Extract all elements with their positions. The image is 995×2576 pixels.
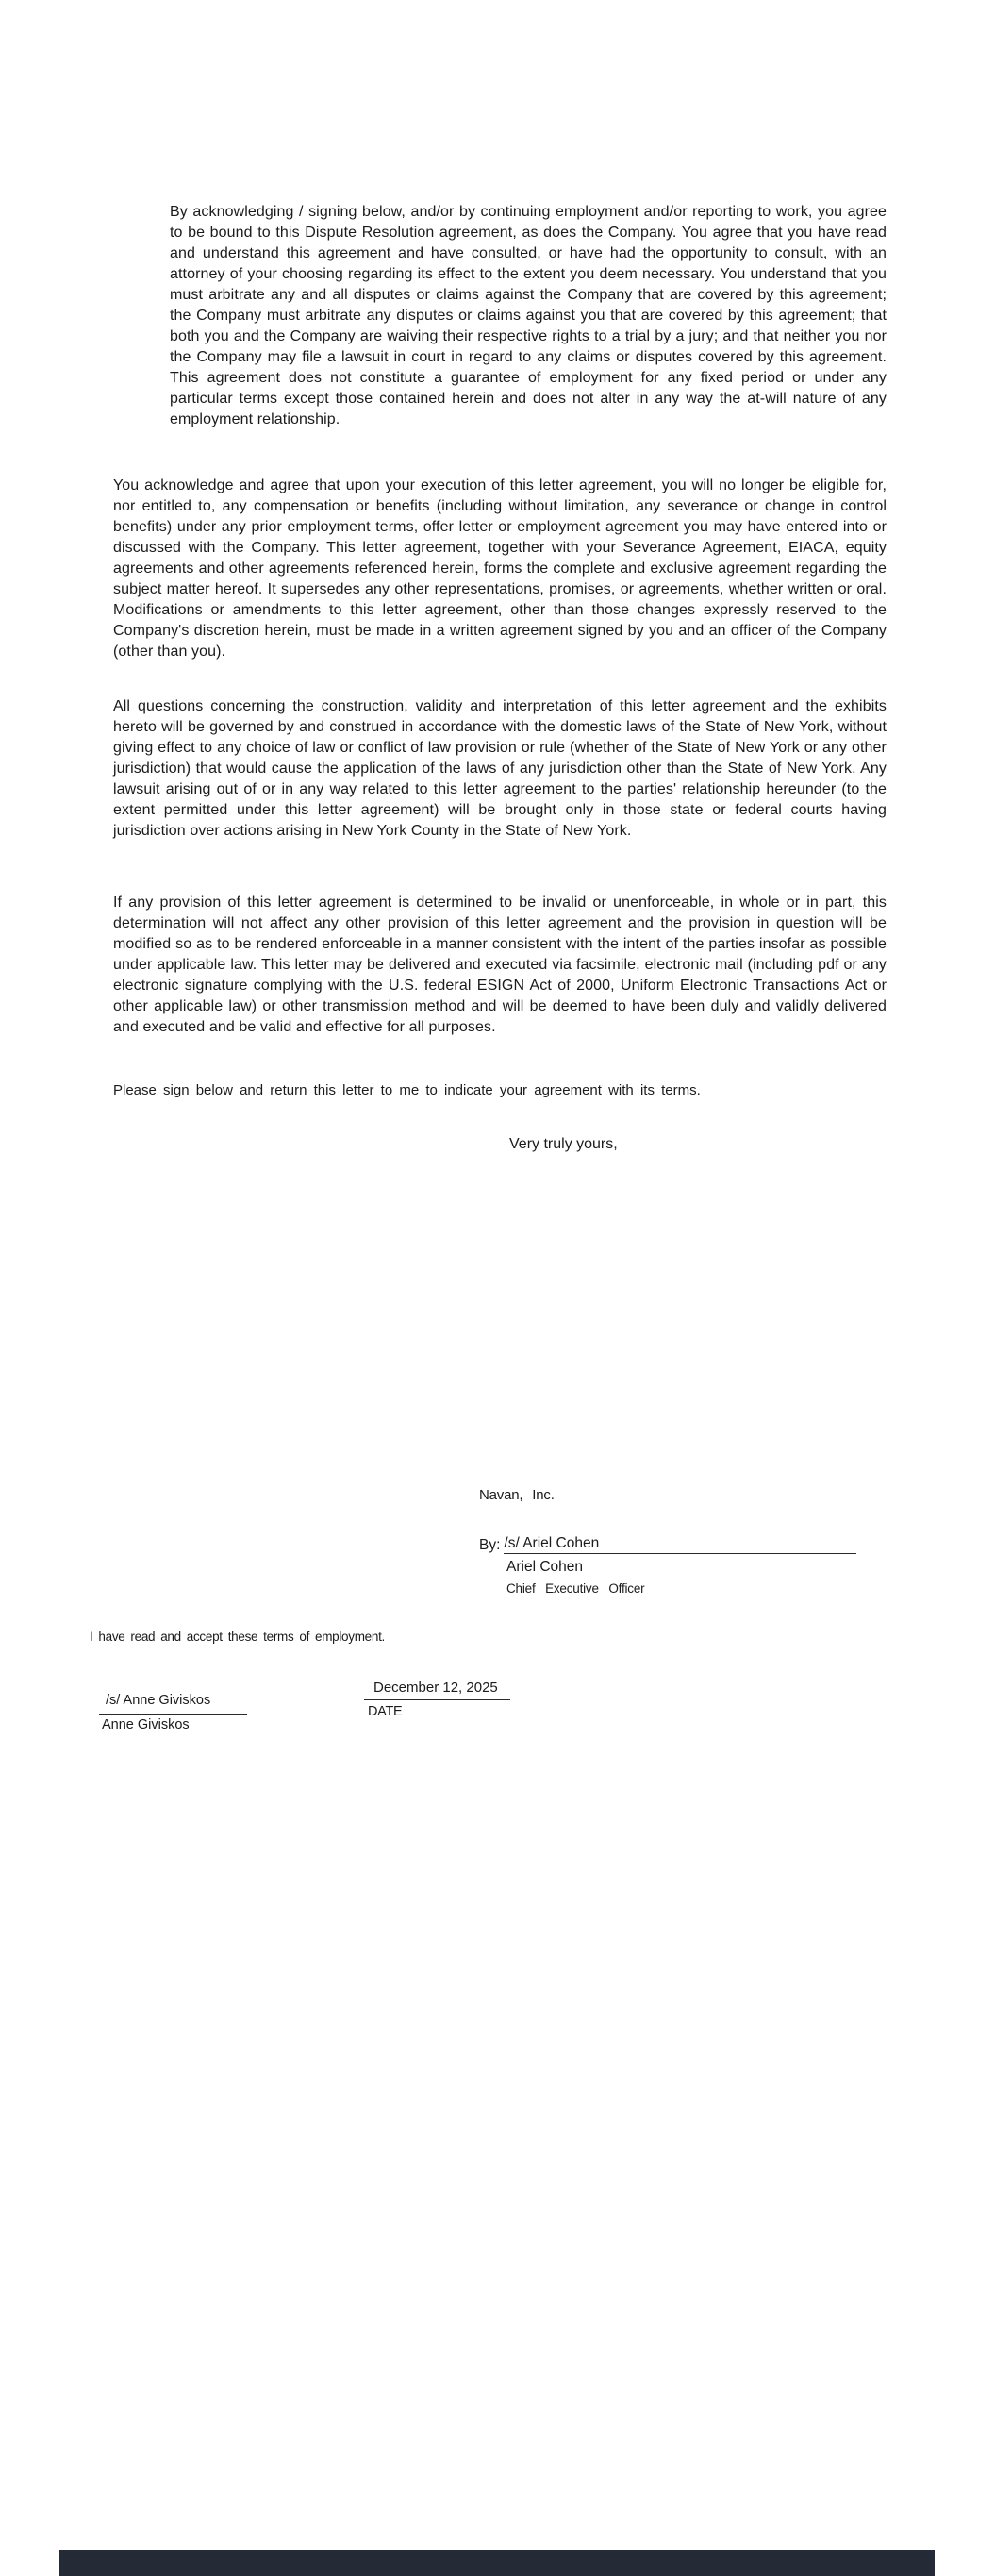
paragraph-entire-agreement: You acknowledge and agree that upon your execution of this letter agreement, you will no longer be eligible for, nor entitled to, any compensation or benefits (including without limitation, any severance or change in control benefits) under any prior employment terms, offer letter or employment agreement you may have entered into or discussed with the Company. This letter agreement, together with your Severance Agreement, EIACA, equity agreements and other agreements referenced herein, forms the complete and exclusive agreement regarding the subject matter hereof. It supersedes any other representations, promises, or agreements, whether written or oral. Modifications or amendments to this letter agreement, other than those changes expressly reserved to the Company's discretion herein, must be made in a written agreement signed by you and an officer of the Company (other than you). xyxy=(113,477,887,660)
acceptance-statement: I have read and accept these terms of employment. xyxy=(90,1630,385,1644)
paragraph-governing-law: All questions concerning the construction, validity and interpretation of this letter agreement and the exhibits hereto will be governed by and construed in accordance with the domestic laws of the State of New York, without giving effect to any choice of law or conflict of law provision or rule (whether of the State of New York or any other jurisdiction) that would cause the application of the laws of any jurisdiction other than the State of New York. Any lawsuit arising out of or in any way related to this letter agreement to the parties' relationship hereunder (to the extent permitted under this letter agreement) will be brought only in those state or federal courts having jurisdiction over actions arising in New York County in the State of New York. xyxy=(113,698,887,839)
paragraph-severability: If any provision of this letter agreement is determined to be invalid or unenforceable, in whole or in part, this determination will not affect any other provision of this letter agreement and the provision in question will be modified so as to be rendered enforceable in a manner consistent with the intent of the parties insofar as possible under applicable law. This letter may be delivered and executed via facsimile, electronic mail (including pdf or any electronic signature complying with the U.S. federal ESIGN Act of 2000, Uniform Electronic Transactions Act or other applicable law) or other transmission method and will be deemed to have been duly and validly delivered and executed and be valid and effective for all purposes. xyxy=(113,895,887,1035)
company-name: Navan, Inc. xyxy=(479,1487,555,1503)
officer-title: Chief Executive Officer xyxy=(506,1581,645,1596)
by-label: By: xyxy=(479,1537,501,1553)
sign-request-line: Please sign below and return this letter to me to indicate your agreement with its terms. xyxy=(113,1082,701,1098)
date-label: DATE xyxy=(368,1704,403,1719)
employee-signature-line xyxy=(99,1714,247,1715)
paragraph-dispute-resolution: By acknowledging / signing below, and/or by continuing employment and/or reporting to work, you agree to be bound to this Dispute Resolution agreement, as does the Company. You agree that you have read and understand this agreement and have consulted, or have had the opportunity to consult, with an attorney of your choosing regarding its effect to the extent you deem necessary. You understand that you must arbitrate any and all disputes or claims against the Company that are covered by this agreement; the Company must arbitrate any disputes or claims against you that are covered by this agreement; that both you and the Company are waiving their respective rights to a trial by a jury; and that neither you nor the Company may file a lawsuit in court in regard to any claims or disputes covered by this agreement. This agreement does not constitute a guarantee of employment for any fixed period or under any particular terms except those contained herein and does not alter in any way the at-will nature of any employment relationship. xyxy=(170,204,887,427)
footer-bar xyxy=(59,2550,935,2576)
employee-name: Anne Giviskos xyxy=(102,1717,190,1732)
officer-signature: /s/ Ariel Cohen xyxy=(504,1534,856,1554)
officer-signature-row xyxy=(479,1534,856,1554)
date-signature-line xyxy=(364,1699,510,1700)
employee-signature: /s/ Anne Giviskos xyxy=(106,1693,211,1708)
date-value: December 12, 2025 xyxy=(373,1680,498,1696)
valediction: Very truly yours, xyxy=(509,1136,618,1152)
officer-name: Ariel Cohen xyxy=(506,1559,583,1575)
